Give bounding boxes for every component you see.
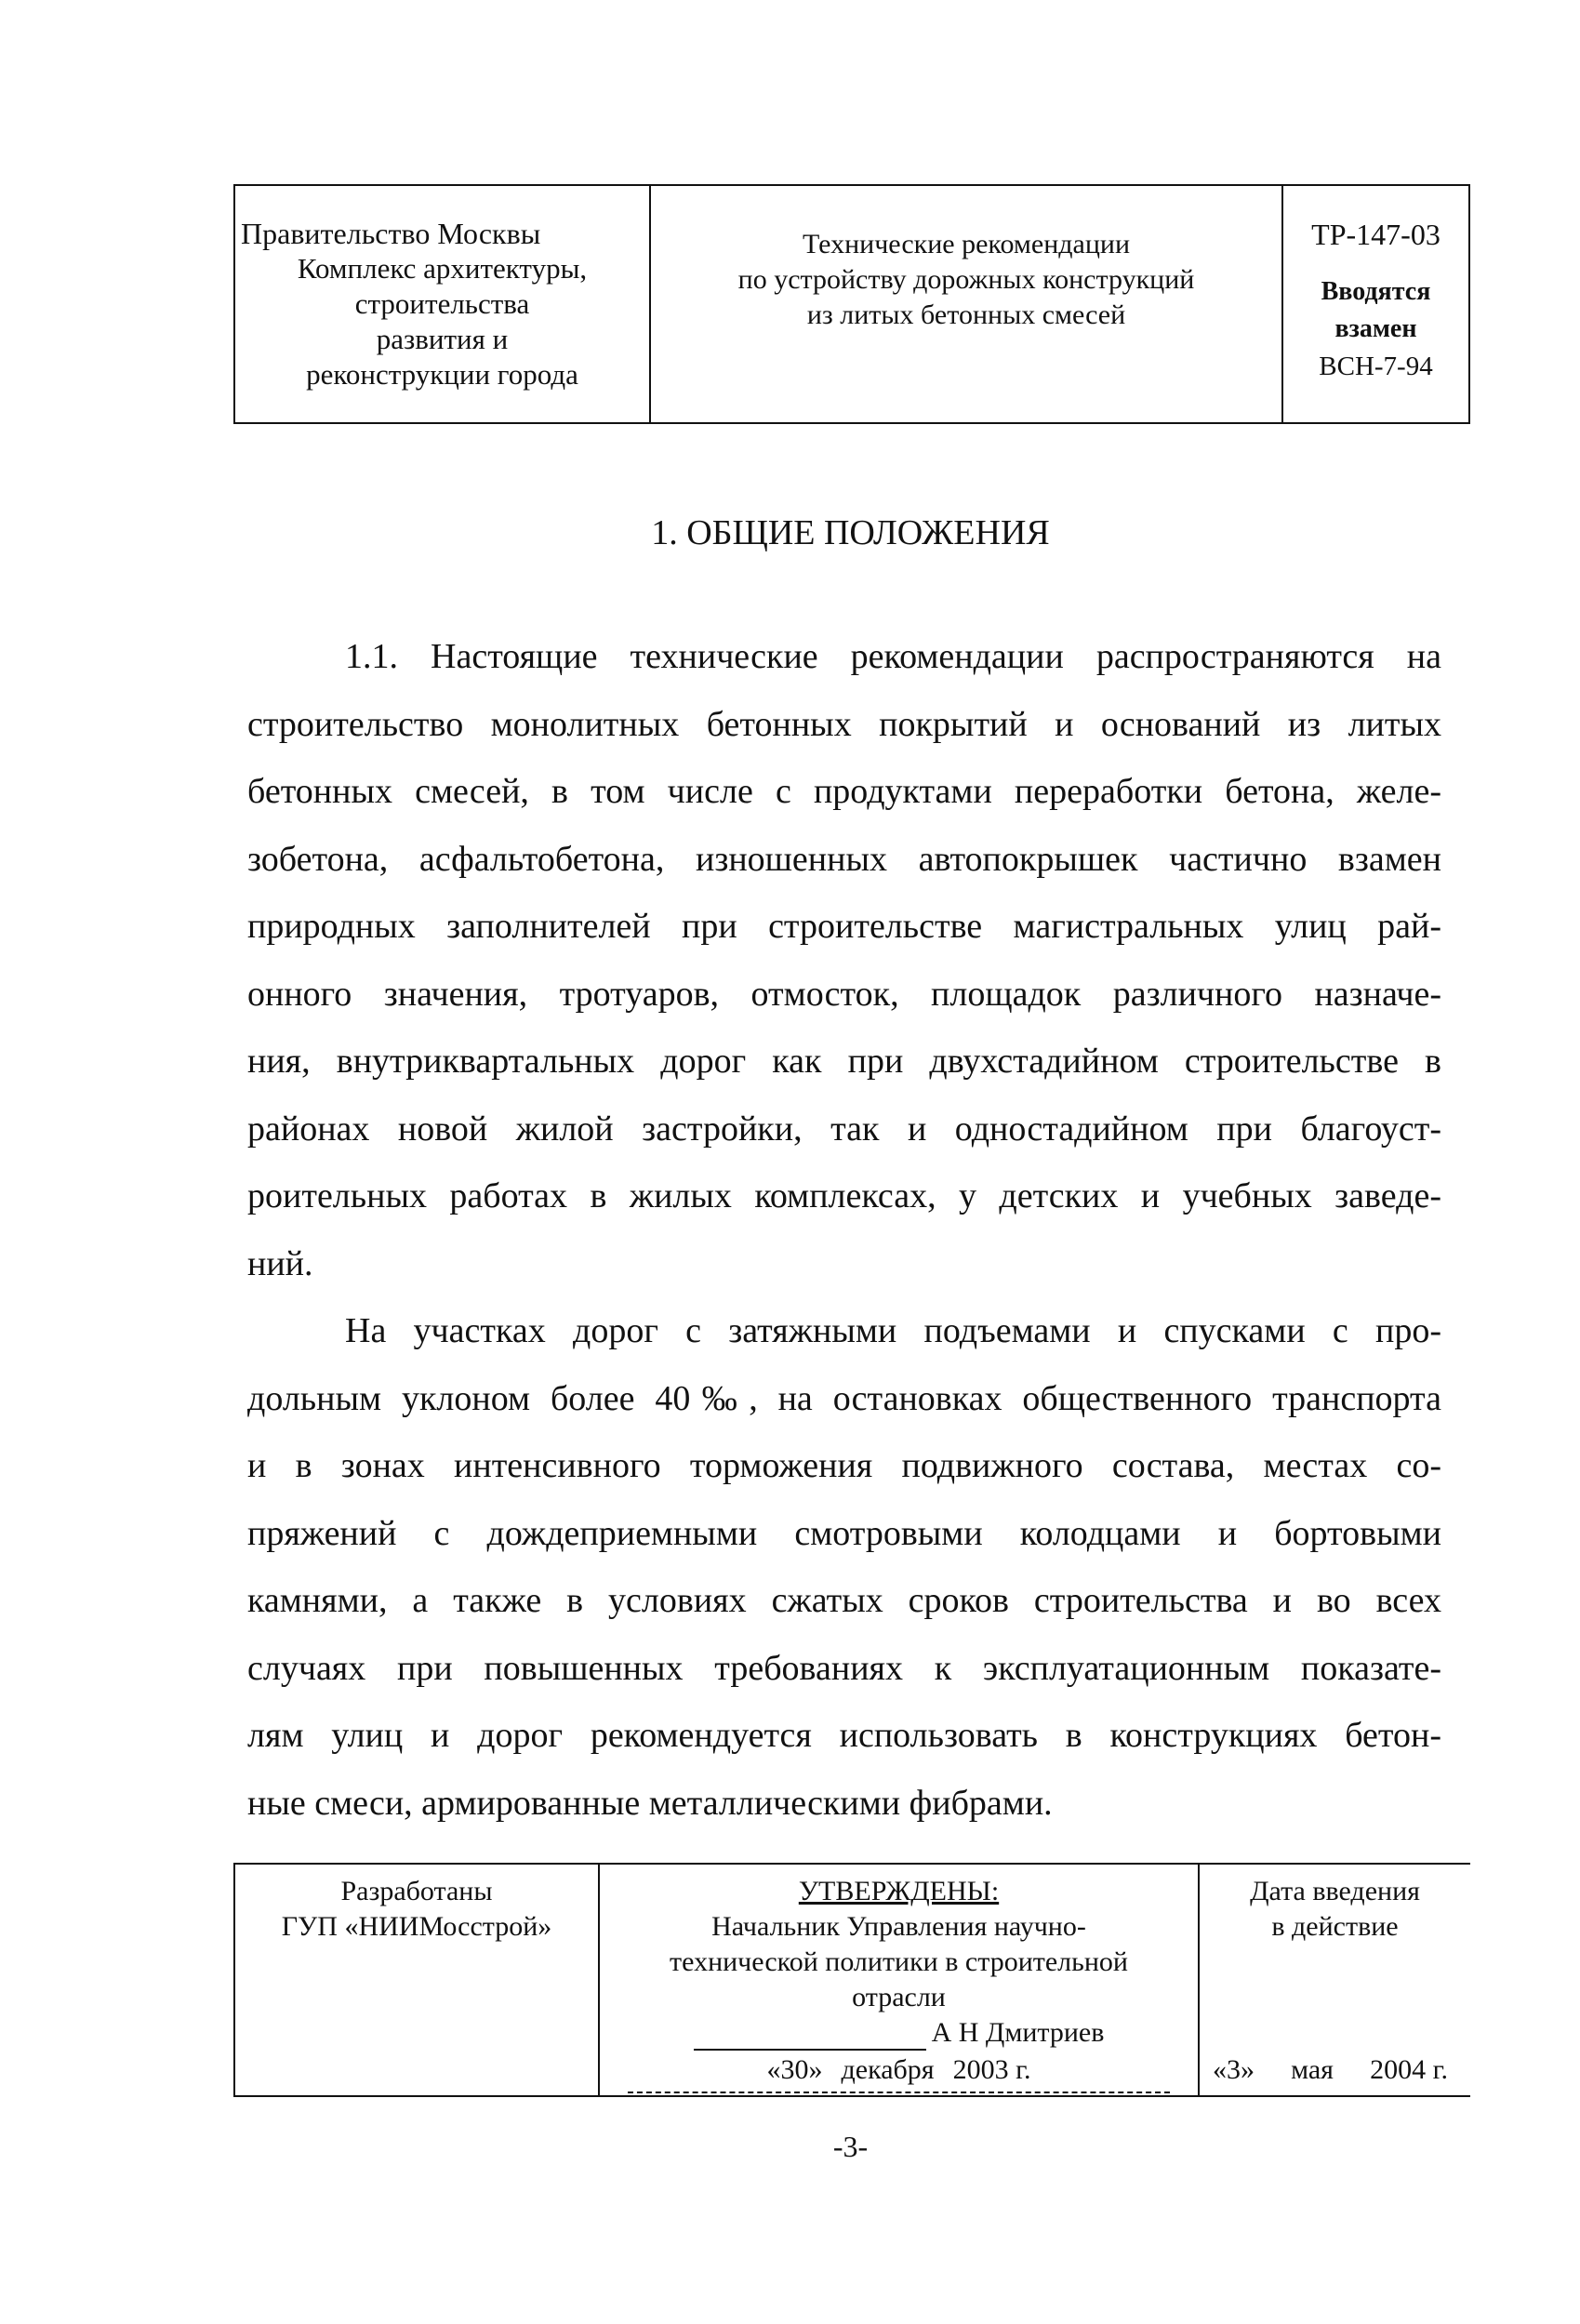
document-title-line: из литых бетонных смесей	[806, 299, 1126, 330]
developed-label: Разработаны	[340, 1876, 493, 1906]
paragraph1-line: строительство монолитных бетонных покрытий и оснований из литых	[247, 704, 1441, 744]
paragraph1-line: природных заполнителей при строительстве магистральных улиц рай-	[247, 907, 1441, 946]
paragraph1-line: бетонных смесей, в том числе с продуктами переработки бетона, желе-	[247, 772, 1441, 811]
organization-line: реконструкции города	[306, 358, 578, 391]
approver-position-line: отрасли	[852, 1982, 946, 2012]
effective-label-line: Дата введения	[1250, 1876, 1420, 1906]
paragraph2-line: случаях при повышенных требованиях к эксплуатационным показате-	[247, 1648, 1441, 1688]
organization-line: строительства	[354, 287, 530, 320]
footer-table	[233, 1863, 1470, 2097]
effective-label-line: в действие	[1271, 1911, 1399, 1942]
paragraph2-line: камнями, а также в условиях сжатых сроков строительства и во всех	[247, 1581, 1441, 1620]
effective-day: «3»	[1213, 2054, 1255, 2085]
replaced-document-code: ВСН-7-94	[1319, 352, 1433, 381]
header-table	[233, 184, 1470, 424]
approval-year: 2003 г.	[952, 2054, 1031, 2085]
replaces-line: Вводятся	[1321, 277, 1431, 306]
document-code: ТР-147-03	[1311, 218, 1441, 251]
replaces-line: взамен	[1334, 314, 1417, 343]
organization-line: развития и	[376, 323, 509, 355]
paragraph1-line: ний.	[247, 1243, 313, 1283]
paragraph2-line: На участках дорог с затяжными подъемами и спусками с про-	[345, 1311, 1441, 1350]
effective-month: мая	[1291, 2054, 1334, 2085]
paragraph1-line: зобетона, асфальтобетона, изношенных автопокрышек частично взамен	[247, 839, 1441, 879]
body-text	[247, 623, 1441, 1837]
paragraph2-line: и в зонах интенсивного торможения подвижного состава, местах со-	[247, 1446, 1441, 1485]
paragraph1-line: районах новой жилой застройки, так и одностадийном при благоуст-	[247, 1109, 1441, 1149]
developer-name: ГУП «НИИМосстрой»	[281, 1911, 552, 1942]
paragraph2-line: дольным уклоном более 40‰, на остановках общественного транспорта	[247, 1378, 1441, 1418]
effective-year: 2004 г.	[1370, 2054, 1448, 2085]
approval-month: декабря	[841, 2054, 935, 2085]
approval-date-underline	[628, 2092, 1170, 2093]
approved-label: УТВЕРЖДЕНЫ:	[798, 1876, 1000, 1906]
signature-row	[600, 2015, 1198, 2051]
effective-date-cell	[1200, 1865, 1470, 2095]
developer-cell	[235, 1865, 600, 2095]
paragraph1-line: 1.1. Настоящие технические рекомендации распространяются на	[345, 637, 1441, 676]
approval-cell	[600, 1865, 1200, 2095]
effective-date	[1200, 2052, 1470, 2088]
organization-line: Правительство Москвы	[241, 217, 541, 250]
document-title-line: по устройству дорожных конструкций	[737, 264, 1195, 295]
signature-line	[694, 2025, 926, 2051]
document-code-cell	[1283, 186, 1468, 422]
section-title: 1. ОБЩИЕ ПОЛОЖЕНИЯ	[651, 513, 1050, 552]
paragraph2-line: лям улиц и дорог рекомендуется использовать в конструкциях бетон-	[247, 1716, 1441, 1755]
approver-position-line: Начальник Управления научно-	[711, 1911, 1086, 1942]
organization-line: Комплекс архитектуры,	[297, 252, 588, 285]
organization-cell	[235, 186, 651, 422]
page-number: -3-	[832, 2130, 869, 2163]
approval-day: «30»	[766, 2054, 823, 2085]
document-title-line: Технические рекомендации	[802, 229, 1131, 259]
paragraph2-line: пряжений с дождеприемными смотровыми колодцами и бортовыми	[247, 1513, 1441, 1553]
paragraph2-line: ные смеси, армированные металлическими фибрами.	[247, 1783, 1053, 1823]
document-title-cell	[651, 186, 1283, 422]
paragraph1-line: онного значения, тротуаров, отмосток, площадок различного назначе-	[247, 974, 1441, 1014]
approver-name: А Н Дмитриев	[931, 2017, 1105, 2048]
approval-date	[600, 2052, 1198, 2088]
paragraph1-line: роительных работах в жилых комплексах, у детских и учебных заведе-	[247, 1176, 1441, 1215]
approver-position-line: технической политики в строительной	[670, 1946, 1128, 1977]
paragraph1-line: ния, внутриквартальных дорог как при двухстадийном строительстве в	[247, 1042, 1441, 1081]
